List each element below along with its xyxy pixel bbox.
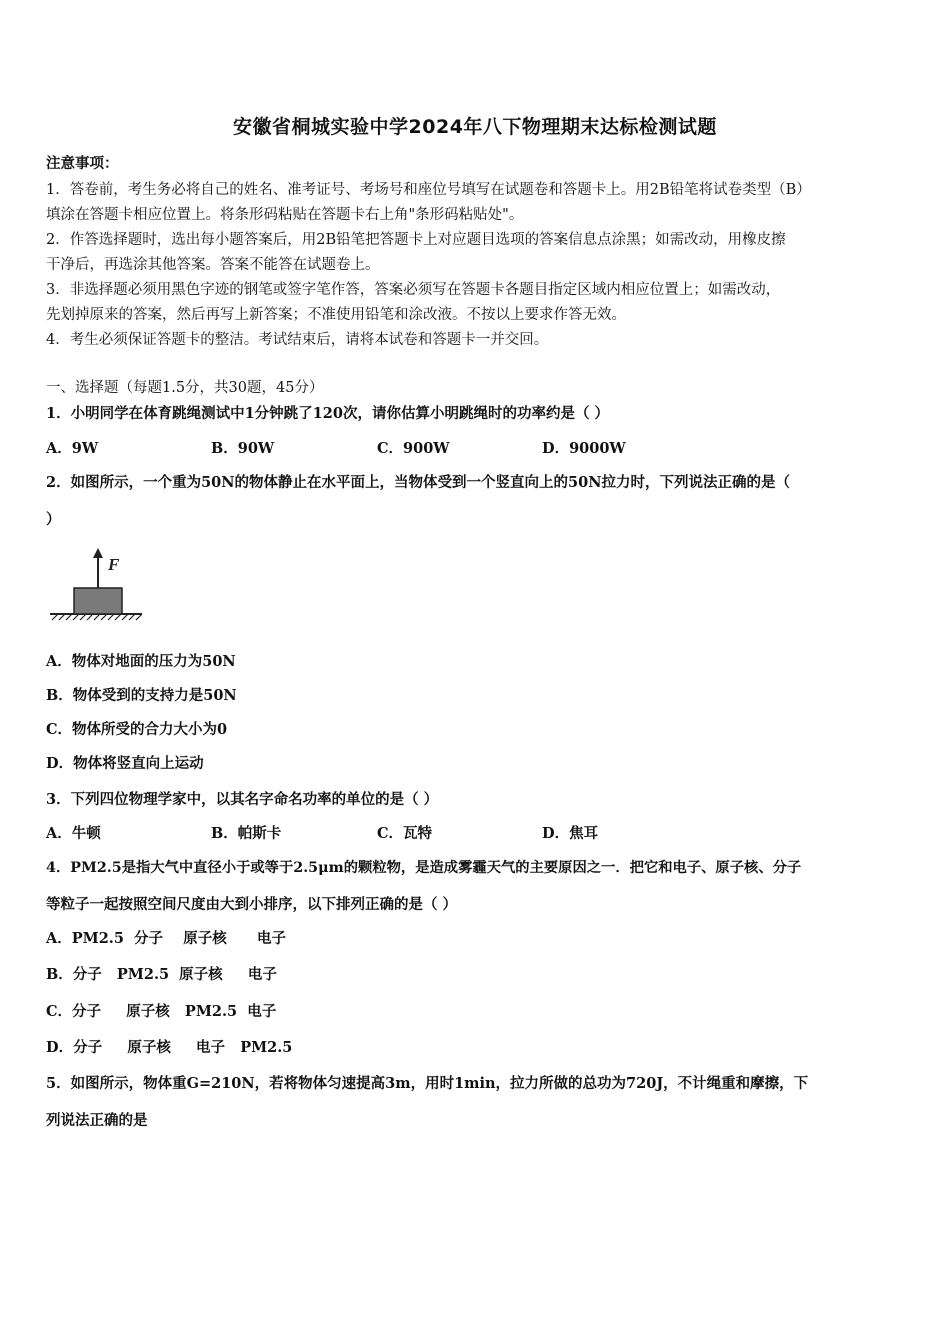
question-5-stem: 5．如图所示，物体重G=210N，若将物体匀速提高3m，用时1min，拉力所做的总功为720J，不计绳重和摩擦，下	[46, 1075, 809, 1092]
q3-option-a: A．牛顿	[46, 825, 101, 842]
question-5-stem-2: 列说法正确的是	[46, 1112, 148, 1129]
q4-option-b: B．分子 PM2.5 原子核 电子	[46, 966, 277, 983]
notice-heading: 注意事项：	[46, 155, 119, 172]
notice-line: 1．答卷前，考生务必将自己的姓名、准考证号、考场号和座位号填写在试题卷和答题卡上。用2B铅笔将试卷类型（B）	[46, 182, 811, 198]
notice-line: 2．作答选择题时，选出每小题答案后，用2B铅笔把答题卡上对应题目选项的答案信息点涂黑；如需改动，用橡皮擦	[46, 232, 786, 248]
notice-line: 3．非选择题必须用黑色字迹的钢笔或签字笔作答，答案必须写在答题卡各题目指定区域内相应位置上；如需改动，	[46, 282, 781, 298]
q1-option-c: C．900W	[377, 440, 450, 457]
q1-option-a: A．9W	[46, 440, 99, 457]
q4-option-c: C．分子 原子核 PM2.5 电子	[46, 1003, 277, 1020]
question-4-stem: 4．PM2.5是指大气中直径小于或等于2.5μm的颗粒物，是造成雾霾天气的主要原因之一．把它和电子、原子核、分子	[46, 860, 802, 876]
q4-option-d: D．分子 原子核 电子 PM2.5	[46, 1039, 293, 1056]
force-arrow-head	[93, 548, 103, 558]
block	[74, 588, 122, 614]
q2-option-b: B．物体受到的支持力是50N	[46, 687, 237, 704]
notice-line: 先划掉原来的答案，然后再写上新答案；不准使用铅笔和涂改液。不按以上要求作答无效。	[46, 307, 626, 323]
question-4-stem-2: 等粒子一起按照空间尺度由大到小排序，以下排列正确的是（ ）	[46, 896, 458, 913]
question-2-stem: 2．如图所示，一个重为50N的物体静止在水平面上，当物体受到一个竖直向上的50N拉力时，下列说法正确的是（	[46, 474, 790, 491]
q1-option-d: D．9000W	[542, 440, 626, 457]
section-heading: 一、选择题（每题1.5分，共30题，45分）	[46, 380, 324, 396]
question-3-stem: 3．下列四位物理学家中，以其名字命名功率的单位的是（ ）	[46, 791, 439, 808]
block-force-figure	[46, 546, 146, 628]
notice-line: 干净后，再选涂其他答案。答案不能答在试题卷上。	[46, 257, 380, 273]
q3-option-b: B．帕斯卡	[211, 825, 282, 842]
q2-option-c: C．物体所受的合力大小为0	[46, 721, 228, 738]
q3-option-d: D．焦耳	[542, 825, 599, 842]
q2-option-d: D．物体将竖直向上运动	[46, 755, 204, 772]
q4-option-a: A．PM2.5 分子 原子核 电子	[46, 930, 287, 947]
q2-option-a: A．物体对地面的压力为50N	[46, 653, 236, 670]
q1-option-b: B．90W	[211, 440, 275, 457]
notice-line: 填涂在答题卡相应位置上。将条形码粘贴在答题卡右上角"条形码粘贴处"。	[46, 207, 524, 223]
force-label: F	[108, 555, 120, 574]
q3-option-c: C．瓦特	[377, 825, 433, 842]
page-title: 安徽省桐城实验中学2024年八下物理期末达标检测试题	[233, 116, 717, 138]
question-1-stem: 1．小明同学在体育跳绳测试中1分钟跳了120次，请你估算小明跳绳时的功率约是（ ）	[46, 405, 609, 422]
ground-hatch	[50, 614, 142, 620]
question-2-stem-end: ）	[46, 511, 61, 528]
notice-line: 4．考生必须保证答题卡的整洁。考试结束后，请将本试卷和答题卡一并交回。	[46, 332, 549, 348]
